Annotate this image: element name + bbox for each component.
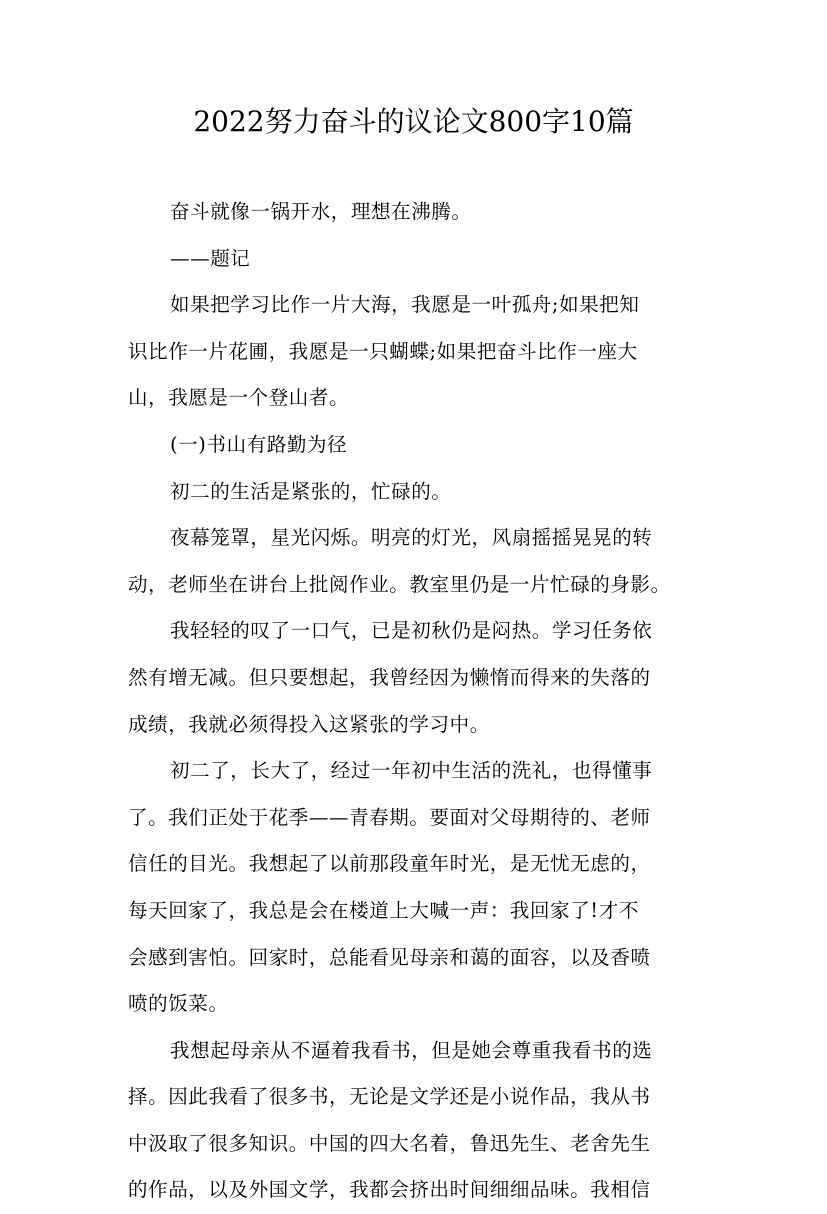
text-line: ——题记: [170, 246, 251, 270]
text-line: 初二的生活是紧张的，忙碌的。: [170, 479, 452, 503]
text-line: 初二了，长大了，经过一年初中生活的洗礼，也得懂事: [170, 759, 653, 783]
text-line: 择。因此我看了很多书，无论是文学还是小说作品，我从书: [128, 1085, 651, 1109]
text-line: 中汲取了很多知识。中国的四大名着，鲁迅先生、老舍先生: [128, 1131, 651, 1155]
text-line: 会感到害怕。回家时，总能看见母亲和蔼的面容，以及香喷: [128, 945, 651, 969]
text-line: 奋斗就像一锅开水，理想在沸腾。: [170, 200, 472, 223]
text-line: 我轻轻的叹了一口气，已是初秋仍是闷热。学习任务依: [170, 619, 653, 643]
text-line: 喷的饭菜。: [128, 992, 229, 1016]
text-line: 了。我们正处于花季——青春期。要面对父母期待的、老师: [128, 805, 651, 829]
document-body: [128, 189, 708, 1214]
text-line: 信任的目光。我想起了以前那段童年时光，是无忧无虑的，: [128, 852, 651, 876]
text-line: 山，我愿是一个登山者。: [128, 386, 350, 410]
text-line: 每天回家了，我总是会在楼道上大喊一声：我回家了!才不: [128, 898, 639, 922]
document-title: 2022努力奋斗的议论文800字10篇: [193, 105, 634, 138]
text-line: 的作品，以及外国文学，我都会挤出时间细细品味。我相信: [128, 1178, 651, 1202]
text-line: 动，老师坐在讲台上批阅作业。教室里仍是一片忙碌的身影。: [128, 572, 671, 596]
text-line: 成绩，我就必须得投入这紧张的学习中。: [128, 712, 490, 736]
text-line: (一)书山有路勤为径: [170, 432, 348, 456]
text-line: 如果把学习比作一片大海，我愿是一叶孤舟;如果把知: [170, 293, 640, 317]
text-line: 我想起母亲从不逼着我看书，但是她会尊重我看书的选: [170, 1038, 653, 1062]
text-line: 然有增无减。但只要想起，我曾经因为懒惰而得来的失落的: [128, 665, 651, 689]
text-line: 夜幕笼罩，星光闪烁。明亮的灯光，风扇摇摇晃晃的转: [170, 526, 653, 550]
text-line: 识比作一片花圃，我愿是一只蝴蝶;如果把奋斗比作一座大: [128, 339, 638, 363]
